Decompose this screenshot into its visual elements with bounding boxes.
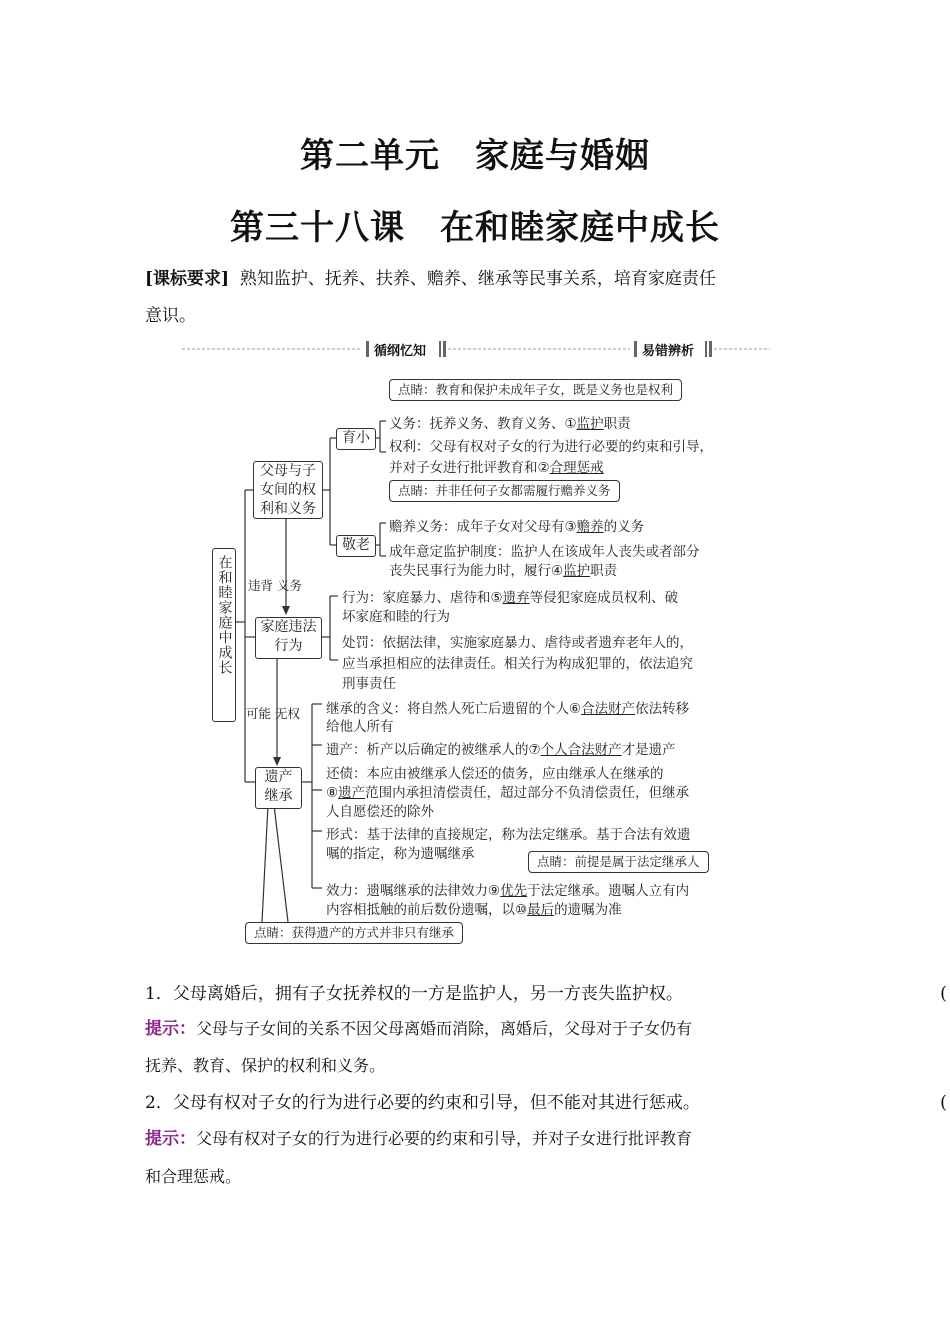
violation-act-line1	[342, 586, 678, 606]
raise-duty-answer: 监护	[576, 416, 604, 432]
inherit-meaning-post: 依法转移	[635, 701, 690, 717]
inherit-effect-post: 于法定继承。遗嘱人立有内	[527, 883, 690, 899]
respect-guardian-line1: 成年意定监护制度：监护人在该成年人丧失或者部分	[389, 544, 700, 560]
violation-punish-line2: 应当承担相应的法律责任。相关行为构成犯罪的，依法追究	[342, 656, 693, 672]
violation-act-answer: 遗弃	[502, 590, 530, 606]
inherit-debt-post: 范围内承担清偿责任，超过部分不负清偿责任，但继承	[365, 785, 690, 801]
inherit-effect2-pre: 内容相抵触的前后数份遗嘱，以⑩	[326, 902, 528, 918]
inherit-meaning-line2: 给他人所有	[326, 719, 394, 735]
inherit-estate-pre: 遗产：析产以后确定的被继承人的⑦	[326, 742, 541, 758]
inherit-meaning-answer: 合法财产	[581, 701, 636, 717]
inherit-debt-line1: 还债：本应由被继承人偿还的债务，应由继承人在继承的	[326, 766, 664, 782]
unit-title: 第二单元 家庭与婚姻	[300, 136, 650, 176]
raise-duty-pre: 义务：抚养义务、教育义务、①	[389, 416, 577, 432]
standard-line2: 意识。	[145, 306, 196, 326]
inherit-effect-line2	[326, 898, 622, 918]
inherit-debt-pre: ⑧	[326, 785, 339, 801]
inherit-meaning-pre: 继承的含义：将自然人死亡后遗留的个人⑥	[326, 701, 582, 717]
callout-educate: 点睛：教育和保护未成年子女，既是义务也是权利	[389, 379, 682, 401]
hint-1-line2: 抚养、教育、保护的权利和义务。	[145, 1056, 386, 1075]
node-inherit-line2: 继承	[264, 788, 293, 804]
node-parent-child	[253, 461, 323, 519]
respect-guardian-line2	[389, 559, 617, 579]
hint-2-label: 提示：	[145, 1129, 196, 1149]
hint-2-text: 父母有权对子女的行为进行必要的约束和引导，并对子女进行批评教育	[196, 1129, 693, 1148]
hint-1-line1	[145, 1012, 692, 1046]
inherit-form-line2: 嘱的指定，称为遗嘱继承	[326, 846, 475, 862]
inherit-debt-line2	[326, 781, 689, 801]
node-violation-line2: 行为	[274, 638, 303, 654]
node-inherit-line1: 遗产	[264, 769, 293, 785]
node-raise: 育小	[336, 428, 376, 450]
respect-duty	[389, 515, 644, 535]
inherit-effect2-answer: 最后	[527, 902, 555, 918]
raise-right-pre: 并对子女进行批评教育和②	[389, 460, 550, 476]
inherit-effect-pre: 效力：遗嘱继承的法律效力⑨	[326, 883, 501, 899]
hint-2-line1	[145, 1122, 692, 1156]
violation-punish-line1: 处罚：依据法律，实施家庭暴力、虐待或者遗弃老年人的，	[342, 635, 693, 651]
violation-act-pre: 行为：家庭暴力、虐待和⑤	[342, 590, 503, 606]
root-node-label: 在和睦家庭中成长	[216, 555, 233, 675]
question-1: 1．父母离婚后，拥有子女抚养权的一方是监护人，另一方丧失监护权。	[145, 984, 683, 1004]
callout-legal-heir: 点睛：前提是属于法定继承人	[528, 851, 709, 873]
question-2-answer-paren[interactable]: (	[940, 1092, 948, 1113]
callout-support: 点睛：并非任何子女都需履行赡养义务	[389, 480, 620, 502]
edge-label-violate: 违背 义务	[248, 578, 302, 593]
inherit-debt-answer: 遗产	[338, 785, 366, 801]
callout-inherit-ways: 点睛：获得遗产的方式并非只有继承	[245, 922, 463, 944]
node-violation	[255, 617, 322, 659]
inherit-form-line1: 形式：基于法律的直接规定，称为法定继承。基于合法有效遗	[326, 827, 691, 843]
inherit-effect-answer: 优先	[500, 883, 528, 899]
hint-2-line2: 和合理惩戒。	[145, 1167, 242, 1186]
hint-1-label: 提示：	[145, 1019, 196, 1039]
inherit-estate-post: 才是遗产	[621, 742, 676, 758]
inherit-estate	[326, 738, 676, 758]
root-node	[212, 548, 236, 722]
respect-duty-answer: 赡养	[576, 519, 604, 535]
raise-duty	[389, 412, 631, 432]
violation-act-line2: 坏家庭和睦的行为	[342, 609, 450, 625]
lesson-title: 第三十八课 在和睦家庭中成长	[230, 208, 720, 248]
inherit-meaning-line1	[326, 697, 689, 717]
node-parent-line2: 女间的权	[260, 482, 316, 498]
standard-label: [课标要求]	[145, 269, 230, 289]
raise-right-answer: 合理惩戒	[549, 460, 604, 476]
raise-duty-post: 职责	[603, 416, 631, 432]
standard-text: 熟知监护、抚养、扶养、赡养、继承等民事关系，培育家庭责任	[239, 269, 716, 289]
violation-punish-line3: 刑事责任	[342, 676, 396, 692]
respect-guardian-pre: 丧失民事行为能力时，履行④	[389, 563, 564, 579]
node-violation-line1: 家庭违法	[260, 619, 317, 635]
inherit-effect2-post: 的遗嘱为准	[554, 902, 622, 918]
respect-guardian-answer: 监护	[563, 563, 591, 579]
respect-duty-pre: 赡养义务：成年子女对父母有③	[389, 519, 577, 535]
inherit-debt-line3: 人自愿偿还的除外	[326, 804, 434, 820]
banner-errors: 易错辨析	[638, 340, 698, 359]
banner-review: 循纲忆知	[370, 340, 430, 359]
node-inheritance	[255, 767, 302, 809]
edge-label-possible: 可能 无权	[246, 706, 300, 721]
node-parent-line3: 利和义务	[260, 501, 316, 517]
node-parent-line1: 父母与子	[260, 463, 316, 479]
raise-right-line2	[389, 456, 604, 476]
hint-1-text: 父母与子女间的关系不因父母离婚而消除，离婚后，父母对于子女仍有	[196, 1019, 693, 1038]
question-1-answer-paren[interactable]: (	[940, 983, 948, 1004]
raise-right-line1: 权利：父母有权对子女的行为进行必要的约束和引导，	[389, 439, 713, 455]
inherit-effect-line1	[326, 879, 689, 899]
violation-act-post: 等侵犯家庭成员权利、破	[529, 590, 679, 606]
inherit-estate-answer: 个人合法财产	[540, 742, 622, 758]
node-respect: 敬老	[336, 535, 376, 557]
respect-guardian-post: 职责	[590, 563, 618, 579]
respect-duty-post: 的义务	[603, 519, 645, 535]
question-2: 2．父母有权对子女的行为进行必要的约束和引导，但不能对其进行惩戒。	[145, 1093, 700, 1113]
